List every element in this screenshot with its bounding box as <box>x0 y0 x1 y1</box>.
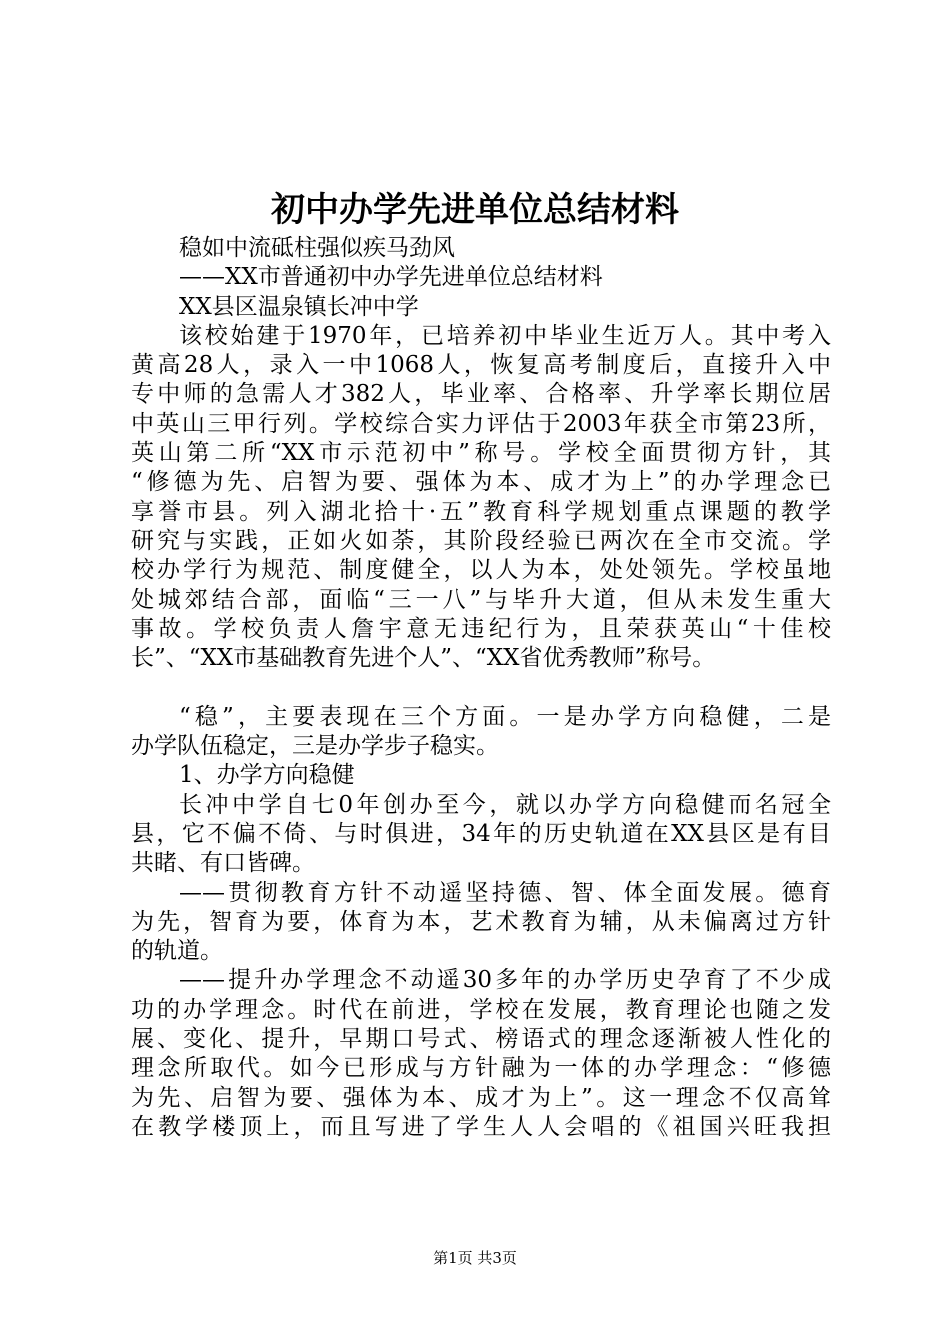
text-line: 1、办学方向稳健 <box>179 762 355 789</box>
blank-line <box>131 673 831 702</box>
text-line: XX县区温泉镇长冲中学 <box>179 293 419 320</box>
text-line: 事故。学校负责人詹宇意无违纪行为，且荣获英山“十佳校 <box>131 615 831 642</box>
text-line: 长冲中学自七0年创办至今，就以办学方向稳健而名冠全 <box>179 791 831 818</box>
text-line: 中英山三甲行列。学校综合实力评估于2003年获全市第23所， <box>131 410 831 437</box>
text-line: 处城郊结合部，面临“三一八”与毕升大道，但从未发生重大 <box>131 586 831 613</box>
text-line: 办学队伍稳定，三是办学步子稳实。 <box>131 733 499 760</box>
text-line: “稳”，主要表现在三个方面。一是办学方向稳健，二是 <box>179 703 831 730</box>
text-line: ——提升办学理念不动遥30多年的办学历史孕育了不少成 <box>179 967 831 994</box>
text-line: 功的办学理念。时代在前进，学校在发展，教育理论也随之发 <box>131 996 831 1023</box>
page-footer: 第1页 共3页 <box>433 1249 517 1267</box>
text-line: 展、变化、提升，早期口号式、榜语式的理念逐渐被人性化的 <box>131 1026 831 1053</box>
text-line: ——贯彻教育方针不动遥坚持德、智、体全面发展。德育 <box>179 879 831 906</box>
text-line: 共睹、有口皆碑。 <box>131 850 315 877</box>
text-line: 享誉市县。列入湖北拾十·五”教育科学规划重点课题的教学 <box>131 498 831 525</box>
text-line: 理念所取代。如今已形成与方针融为一体的办学理念：“修德 <box>131 1055 831 1082</box>
document-body <box>131 234 831 1142</box>
text-line: 稳如中流砥柱强似疾马劲风 <box>179 235 455 261</box>
text-line: 黄高28人，录入一中1068人，恢复高考制度后，直接升入中 <box>131 352 831 379</box>
text-line: 该校始建于1970年，已培养初中毕业生近万人。其中考入 <box>179 322 831 349</box>
text-line: 英山第二所“XX市示范初中”称号。学校全面贯彻方针，其 <box>131 440 831 467</box>
text-line: 长”、“XX市基础教育先进个人”、“XX省优秀教师”称号。 <box>131 645 716 672</box>
text-line: ——XX市普通初中办学先进单位总结材料 <box>179 264 603 291</box>
document-title: 初中办学先进单位总结材料 <box>271 190 679 230</box>
text-line: 在教学楼顶上，而且写进了学生人人会唱的《祖国兴旺我担 <box>131 1113 831 1140</box>
text-line: 为先、启智为要、强体为本、成才为上”。这一理念不仅高耸 <box>131 1084 831 1111</box>
text-line: 的轨道。 <box>131 938 223 965</box>
text-line: 研究与实践，正如火如荼，其阶段经验已两次在全市交流。学 <box>131 527 831 554</box>
text-line: “修德为先、启智为要、强体为本、成才为上”的办学理念已 <box>131 469 831 496</box>
text-line: 专中师的急需人才382人，毕业率、合格率、升学率长期位居 <box>131 381 831 408</box>
text-line: 县，它不偏不倚、与时俱进，34年的历史轨道在XX县区是有目 <box>131 820 831 847</box>
text-line: 校办学行为规范、制度健全，以人为本，处处领先。学校虽地 <box>131 557 831 584</box>
text-line: 为先，智育为要，体育为本，艺术教育为辅，从未偏离过方针 <box>131 908 831 935</box>
